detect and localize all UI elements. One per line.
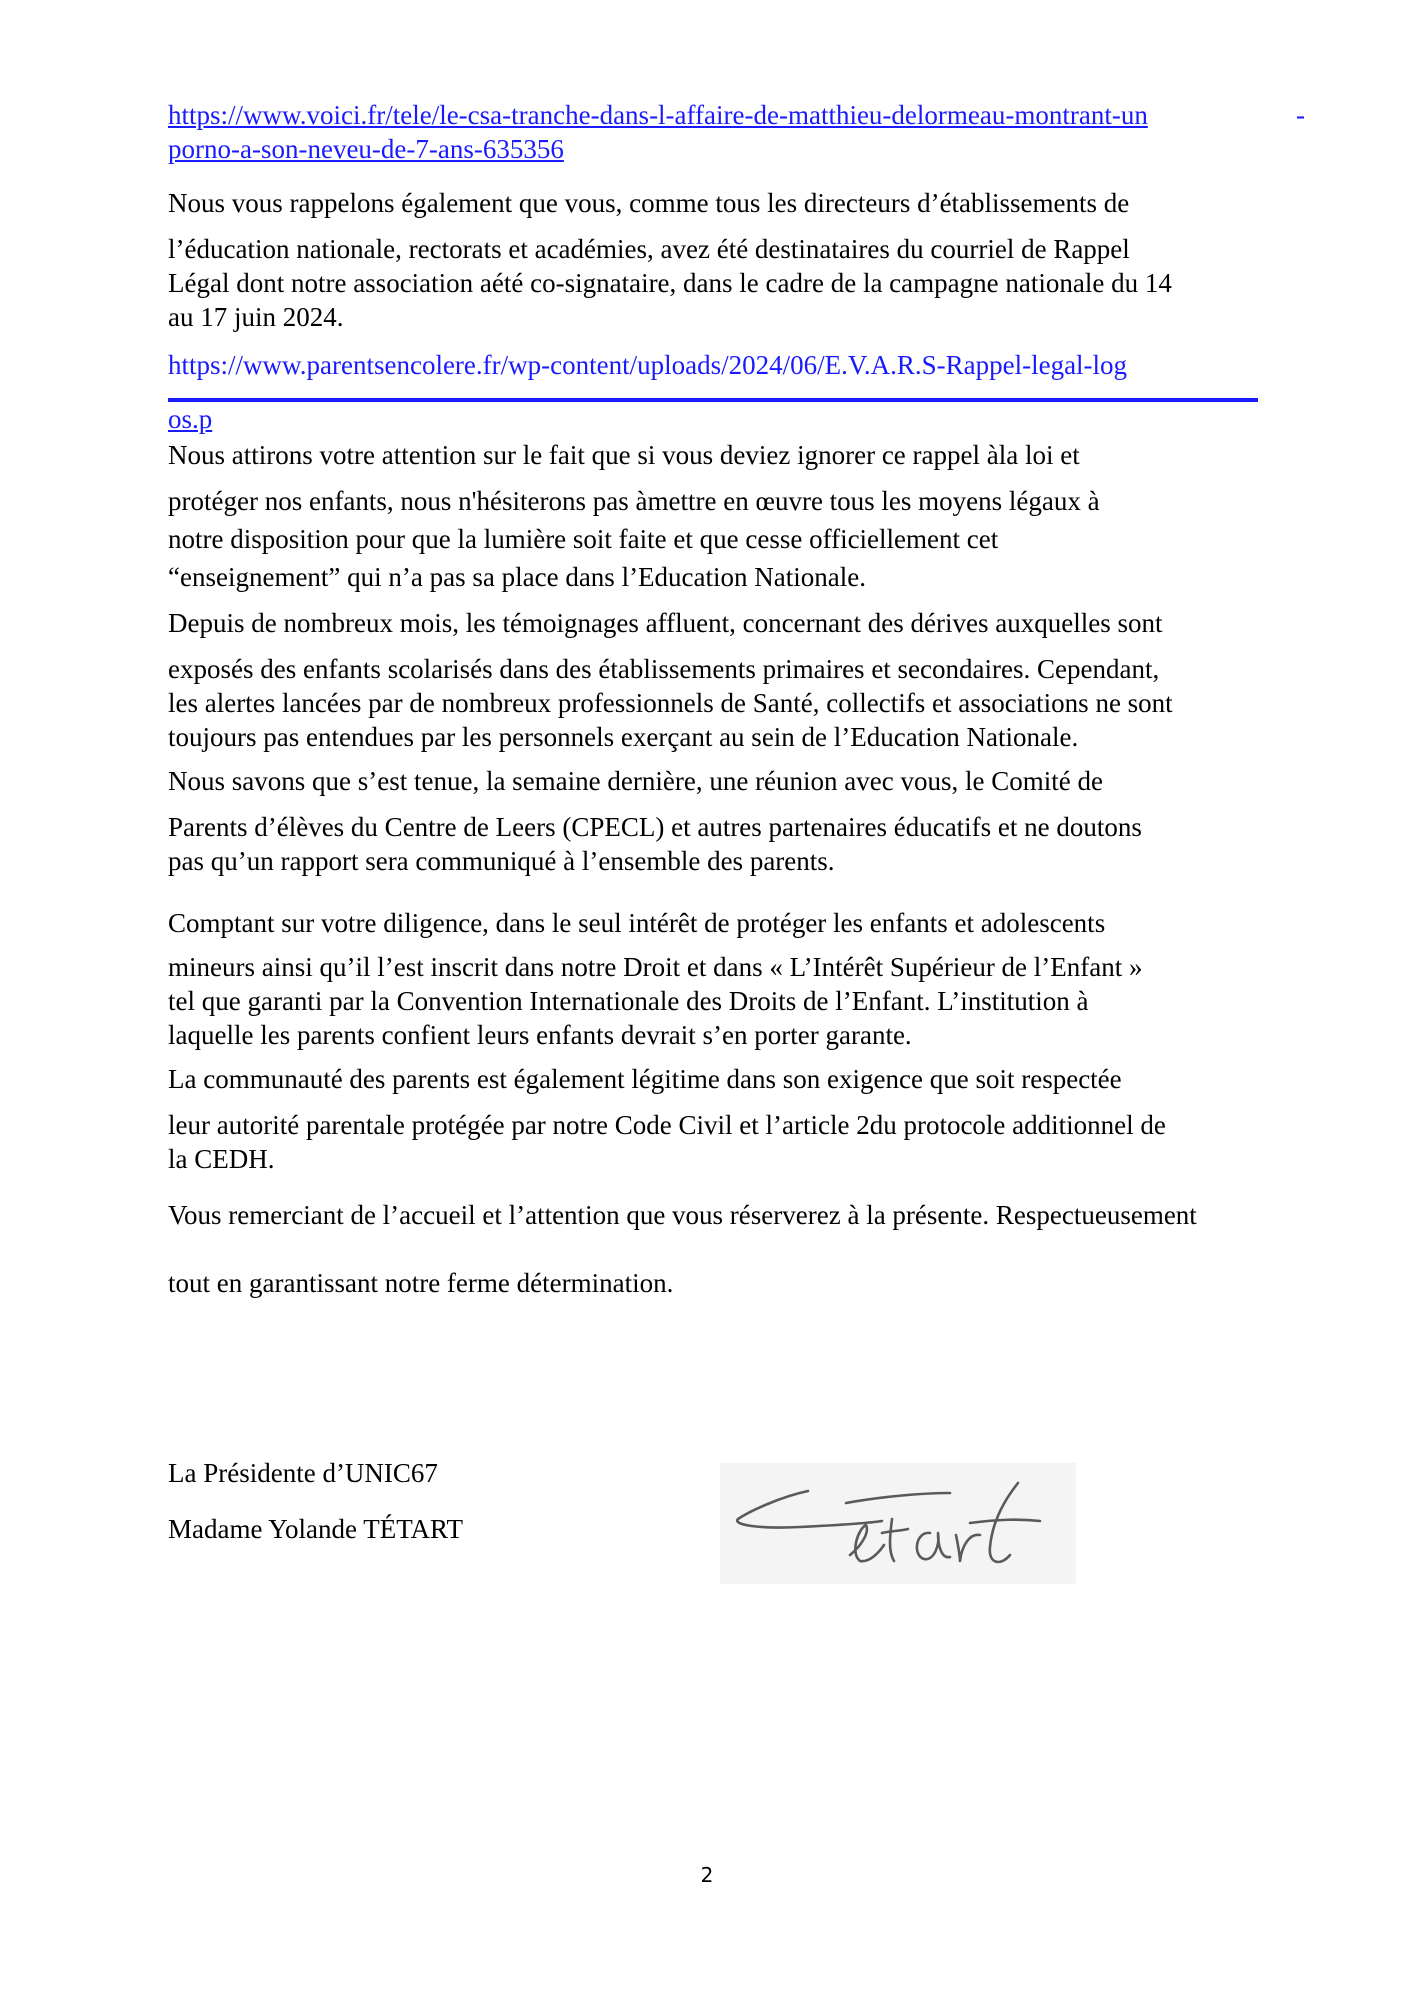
paragraph-6-line-3: la CEDH.: [168, 1144, 275, 1174]
paragraph-2-line-3: notre disposition pour que la lumière soit faite et que cesse officiellement cet: [168, 524, 999, 554]
voici-link-dash: -: [1296, 100, 1305, 130]
paragraph-2-line-4: “enseignement” qui n’a pas sa place dans l’Education Nationale.: [168, 562, 866, 592]
paragraph-4-line-2: Parents d’élèves du Centre de Leers (CPECL) et autres partenaires éducatifs et ne doutons: [168, 812, 1142, 842]
paragraph-5-line-2: mineurs ainsi qu’il l’est inscrit dans notre Droit et dans « L’Intérêt Supérieur de l’Enfant »: [168, 952, 1143, 982]
paragraph-7-line-1: Vous remerciant de l’accueil et l’attention que vous réserverez à la présente. Respectueusement: [168, 1200, 1197, 1230]
paragraph-5-line-3: tel que garanti par la Convention Internationale des Droits de l’Enfant. L’institution à: [168, 986, 1089, 1016]
paragraph-3-line-2: exposés des enfants scolarisés dans des établissements primaires et secondaires. Cependant,: [168, 654, 1160, 684]
parents-link-line-1[interactable]: https://www.parentsencolere.fr/wp-content/uploads/2024/06/E.V.A.R.S-Rappel-legal-log: [168, 350, 1128, 380]
link-underline-rule: [168, 398, 1258, 402]
paragraph-3-line-4: toujours pas entendues par les personnels exerçant au sein de l’Education Nationale.: [168, 722, 1079, 752]
signature-drawing: [720, 1463, 1076, 1584]
paragraph-1-line-3: Légal dont notre association aété co-signataire, dans le cadre de la campagne nationale du 14: [168, 268, 1172, 298]
paragraph-6-line-2: leur autorité parentale protégée par notre Code Civil et l’article 2du protocole additionnel de: [168, 1110, 1166, 1140]
voici-link-line-2[interactable]: porno-a-son-neveu-de-7-ans-635356: [168, 134, 564, 164]
paragraph-1-line-2: l’éducation nationale, rectorats et académies, avez été destinataires du courriel de Rappel: [168, 234, 1130, 264]
paragraph-6-line-1: La communauté des parents est également légitime dans son exigence que soit respectée: [168, 1064, 1122, 1094]
paragraph-4-line-3: pas qu’un rapport sera communiqué à l’ensemble des parents.: [168, 846, 835, 876]
paragraph-5-line-4: laquelle les parents confient leurs enfants devrait s’en porter garante.: [168, 1020, 912, 1050]
paragraph-1-line-1: Nous vous rappelons également que vous, comme tous les directeurs d’établissements de: [168, 188, 1130, 218]
page-number: 2: [700, 1863, 714, 1887]
paragraph-2-line-2: protéger nos enfants, nous n'hésiterons pas àmettre en œuvre tous les moyens légaux à: [168, 486, 1100, 516]
paragraph-4-line-1: Nous savons que s’est tenue, la semaine dernière, une réunion avec vous, le Comité de: [168, 766, 1103, 796]
paragraph-1-line-4: au 17 juin 2024.: [168, 302, 344, 332]
paragraph-3-line-1: Depuis de nombreux mois, les témoignages affluent, concernant des dérives auxquelles sont: [168, 608, 1163, 638]
signatory-name: Madame Yolande TÉTART: [168, 1514, 463, 1544]
paragraph-5-line-1: Comptant sur votre diligence, dans le seul intérêt de protéger les enfants et adolescents: [168, 908, 1106, 938]
paragraph-3-line-3: les alertes lancées par de nombreux professionnels de Santé, collectifs et associations ne sont: [168, 688, 1173, 718]
paragraph-2-line-1: Nous attirons votre attention sur le fait que si vous deviez ignorer ce rappel àla loi et: [168, 440, 1080, 470]
handwritten-signature: [720, 1463, 1076, 1584]
paragraph-7-line-2: tout en garantissant notre ferme détermination.: [168, 1268, 674, 1298]
signatory-title: La Présidente d’UNIC67: [168, 1458, 438, 1488]
voici-link-line-1[interactable]: https://www.voici.fr/tele/le-csa-tranche-dans-l-affaire-de-matthieu-delormeau-montrant-un: [168, 100, 1148, 130]
parents-link-line-2[interactable]: os.p: [168, 404, 213, 434]
